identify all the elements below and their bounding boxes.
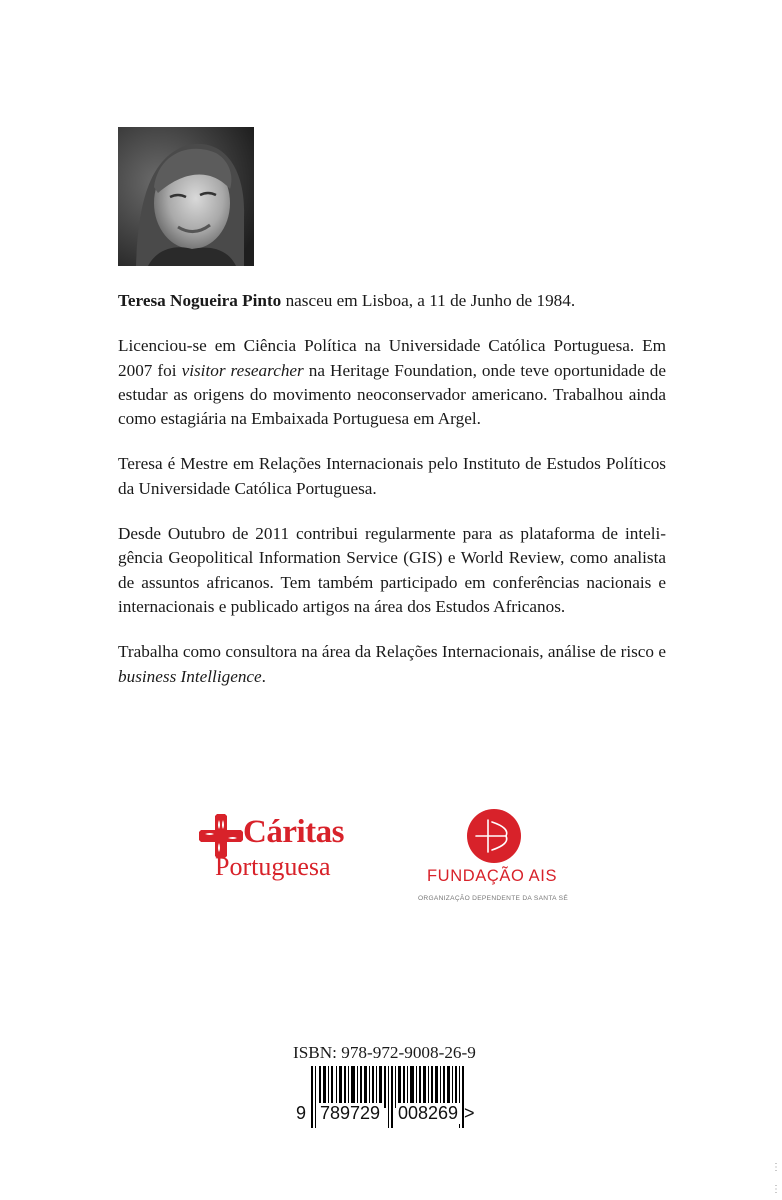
caritas-wordmark: Cáritas: [243, 814, 344, 850]
caritas-subtitle: Portuguesa: [215, 852, 331, 881]
barcode-digits-right: 008269: [398, 1103, 459, 1123]
bio-paragraph: Desde Outubro de 2011 contribui regularmente para as plataforma de inteli-gência Geopolitical Information Service (GIS) e World Review, como analista de assuntos africanos. Tem também participado em conferências nacionais e internacionais e publicado artigos na área dos Estudos Africanos.: [118, 524, 666, 616]
bio-paragraph: Teresa é Mestre em Relações Internacionais pelo Instituto de Estudos Políticos da Universidade Católica Portuguesa.: [118, 454, 666, 498]
ais-subtitle: ORGANIZAÇÃO DEPENDENTE DA SANTA SÉ: [418, 895, 569, 902]
fundacao-ais-logo: [400, 804, 580, 914]
author-bio: [118, 289, 666, 710]
barcode-digit-first: 9: [296, 1103, 307, 1123]
crop-mark: ⋮: [771, 1184, 781, 1195]
isbn-label: ISBN: 978-972-9008-26-9: [293, 1043, 476, 1062]
author-name: Teresa Nogueira Pinto: [118, 291, 282, 310]
ais-circle-emblem-icon: [466, 808, 522, 864]
bio-paragraph: Trabalha como consultora na área da Relações Internacionais, análise de risco e business Intelligence.: [118, 642, 666, 686]
ais-name: FUNDAÇÃO AIS: [427, 867, 558, 885]
barcode-arrow: >: [464, 1103, 475, 1123]
barcode-digits-left: 789729: [320, 1103, 381, 1123]
caritas-logo: [199, 814, 359, 894]
crop-mark: ⋮: [771, 1162, 781, 1173]
author-photo: [118, 127, 254, 266]
bio-paragraph: Licenciou-se em Ciência Política na Universidade Católica Portuguesa. Em 2007 foi visitor researcher na Heritage Foundation, onde teve oportunidade de estudar as origens do movimento neoconservador americano. Trabalhou ainda como estagiária na Embaixada Portuguesa em Argel.: [118, 336, 667, 429]
bio-paragraph: Teresa Nogueira Pinto nasceu em Lisboa, a 11 de Junho de 1984.: [118, 291, 576, 310]
